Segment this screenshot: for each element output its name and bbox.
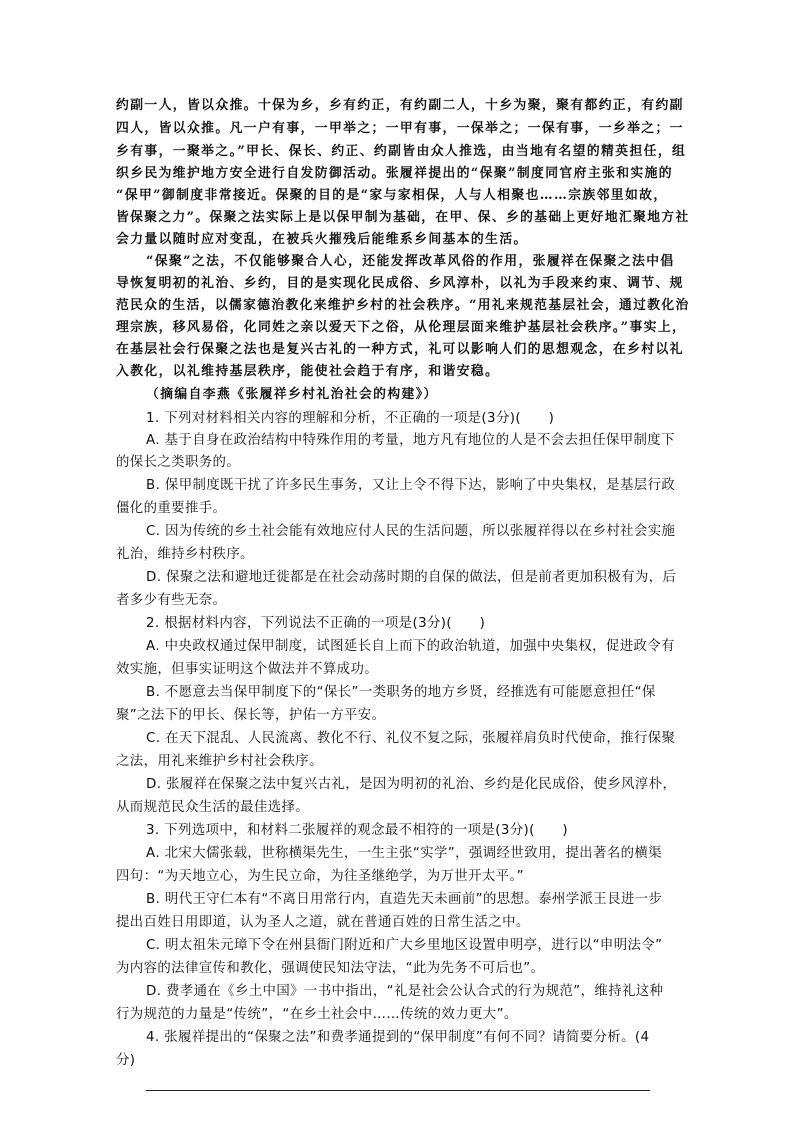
option-1d: D. 保聚之法和避地迁徙都是在社会动荡时期的自保的做法，但是前者更加积极有为，后 bbox=[146, 570, 677, 585]
option-1c-cont: 礼治，维持乡村秩序。 bbox=[116, 547, 254, 562]
option-3a: A. 北宋大儒张载，世称横渠先生，一生主张“实学”，强调经世致用，提出著名的横渠 bbox=[146, 846, 662, 861]
question-2: 2. 根据材料内容，下列说法不正确的一项是(3分)( ) bbox=[146, 616, 486, 631]
option-3b-cont: 提出百姓日用即道，认为圣人之道，就在普通百姓的日常生活之中。 bbox=[116, 915, 530, 930]
option-2d-cont: 从而规范民众生活的最佳选择。 bbox=[116, 800, 310, 815]
option-2a-cont: 效实施，但事实证明这个做法并不算成功。 bbox=[116, 662, 379, 677]
option-2b: B. 不愿意去当保甲制度下的“保长”一类职务的地方乡贤，经推选有可能愿意担任“保 bbox=[146, 685, 656, 700]
option-1a-cont: 的保长之类职务的。 bbox=[116, 455, 241, 470]
option-1d-cont: 者多少有些无奈。 bbox=[116, 593, 227, 608]
passage-line: 四人，皆以众推。凡一户有事，一甲举之；一甲有事，一保举之；一保有事，一乡举之；一 bbox=[116, 121, 684, 136]
option-1b: B. 保甲制度既干扰了许多民生事务，又让上令不得下达，影响了中央集权，是基层行政 bbox=[146, 478, 676, 493]
passage-line: 范民众的生活，以儒家德治教化来维护乡村的社会秩序。“用礼来规范基层社会，通过教化治 bbox=[116, 298, 690, 313]
option-2d: D. 张履祥在保聚之法中复兴古礼，是因为明初的礼治、乡约是化民成俗，使乡风淳朴， bbox=[146, 777, 677, 792]
option-3d-cont: 行为规范的力量是“传统”，“在乡土社会中……传统的效力更大”。 bbox=[116, 1007, 518, 1022]
passage-line: 入教化，以礼维持基层秩序，能使社会趋于有序，和谐安稳。 bbox=[116, 364, 500, 379]
passage-line: 会力量以随时应对变乱，在被兵火摧残后能维系乡间基本的生活。 bbox=[116, 232, 528, 247]
passage-line: 皆保聚之力”。保聚之法实际上是以保甲制为基础，在甲、保、乡的基础上更好地汇聚地方社 bbox=[116, 210, 690, 225]
option-2c-cont: 之法，用礼来维护乡村社会秩序。 bbox=[116, 754, 323, 769]
option-2c: C. 在天下混乱、人民流离、教化不行、礼仪不复之际，张履祥肩负时代使命，推行保聚 bbox=[146, 731, 676, 746]
option-3a-cont: 四句：“为天地立心，为生民立命，为往圣继绝学，为万世开太平。” bbox=[116, 869, 524, 884]
option-3d: D. 费孝通在《乡土中国》一书中指出，“礼是社会公认合式的行为规范”，维持礼这种 bbox=[146, 984, 664, 999]
passage-line: 约副一人，皆以众推。十保为乡，乡有约正，有约副二人，十乡为聚，聚有都约正，有约副 bbox=[116, 98, 684, 113]
option-1a: A. 基于自身在政治结构中特殊作用的考量，地方凡有地位的人是不会去担任保甲制度下 bbox=[146, 433, 675, 448]
passage-paragraph-start: “保聚”之法，不仅能够聚合人心，还能发挥改革风俗的作用，张履祥在保聚之法中倡 bbox=[146, 254, 675, 269]
option-3c: C. 明太祖朱元璋下令在州县衙门附近和广大乡里地区设置申明亭，进行以“申明法令” bbox=[146, 938, 663, 953]
option-2b-cont: 聚”之法下的甲长、保长等，护佑一方平安。 bbox=[116, 708, 386, 723]
answer-blank-line bbox=[146, 1090, 650, 1091]
option-1b-cont: 僵化的重要推手。 bbox=[116, 501, 227, 516]
option-1c: C. 因为传统的乡土社会能有效地应付人民的生活问题，所以张履祥得以在乡村社会实施 bbox=[146, 524, 676, 539]
passage-line: 乡有事，一聚举之。”甲长、保长、约正、约副皆由众人推选，由当地有名望的精英担任，组 bbox=[116, 144, 687, 159]
passage-line: “保甲”御制度非常接近。保聚的目的是“家与家相保，人与人相聚也……宗族邻里如故， bbox=[116, 188, 668, 203]
passage-line: 导恢复明初的礼治、乡约，目的是实现化民成俗、乡风淳朴，以礼为手段来约束、调节、规 bbox=[116, 276, 684, 291]
option-3b: B. 明代王守仁本有“不离日用常行内，直造先天未画前”的思想。泰州学派王艮进一步 bbox=[146, 892, 663, 907]
question-4: 4. 张履祥提出的“保聚之法”和费孝通提到的“保甲制度”有何不同？请简要分析。(4 bbox=[146, 1030, 650, 1045]
source-citation: （摘编自李燕《张履祥乡村礼治社会的构建》） bbox=[146, 387, 438, 402]
question-1: 1. 下列对材料相关内容的理解和分析，不正确的一项是(3分)( ) bbox=[146, 411, 555, 426]
question-4-cont: 分) bbox=[116, 1053, 136, 1068]
option-2a: A. 中央政权通过保甲制度，试图延长自上而下的政治轨道，加强中央集权，促进政令有 bbox=[146, 639, 675, 654]
passage-line: 理宗族，移风易俗，化同姓之亲以爱天下之俗，从伦理层面来维护基层社会秩序。”事实上， bbox=[116, 320, 687, 335]
option-3c-cont: 为内容的法律宣传和教化，强调使民知法守法，“此为先务不可后也”。 bbox=[116, 961, 545, 976]
passage-line: 在基层社会行保聚之法也是复兴古礼的一种方式，礼可以影响人们的思想观念，在乡村以礼 bbox=[116, 342, 684, 357]
passage-line: 织乡民为维护地方安全进行自发防御活动。张履祥提出的“保聚”制度同官府主张和实施的 bbox=[116, 166, 674, 181]
question-3: 3. 下列选项中，和材料二张履祥的观念最不相符的一项是(3分)( ) bbox=[146, 823, 568, 838]
